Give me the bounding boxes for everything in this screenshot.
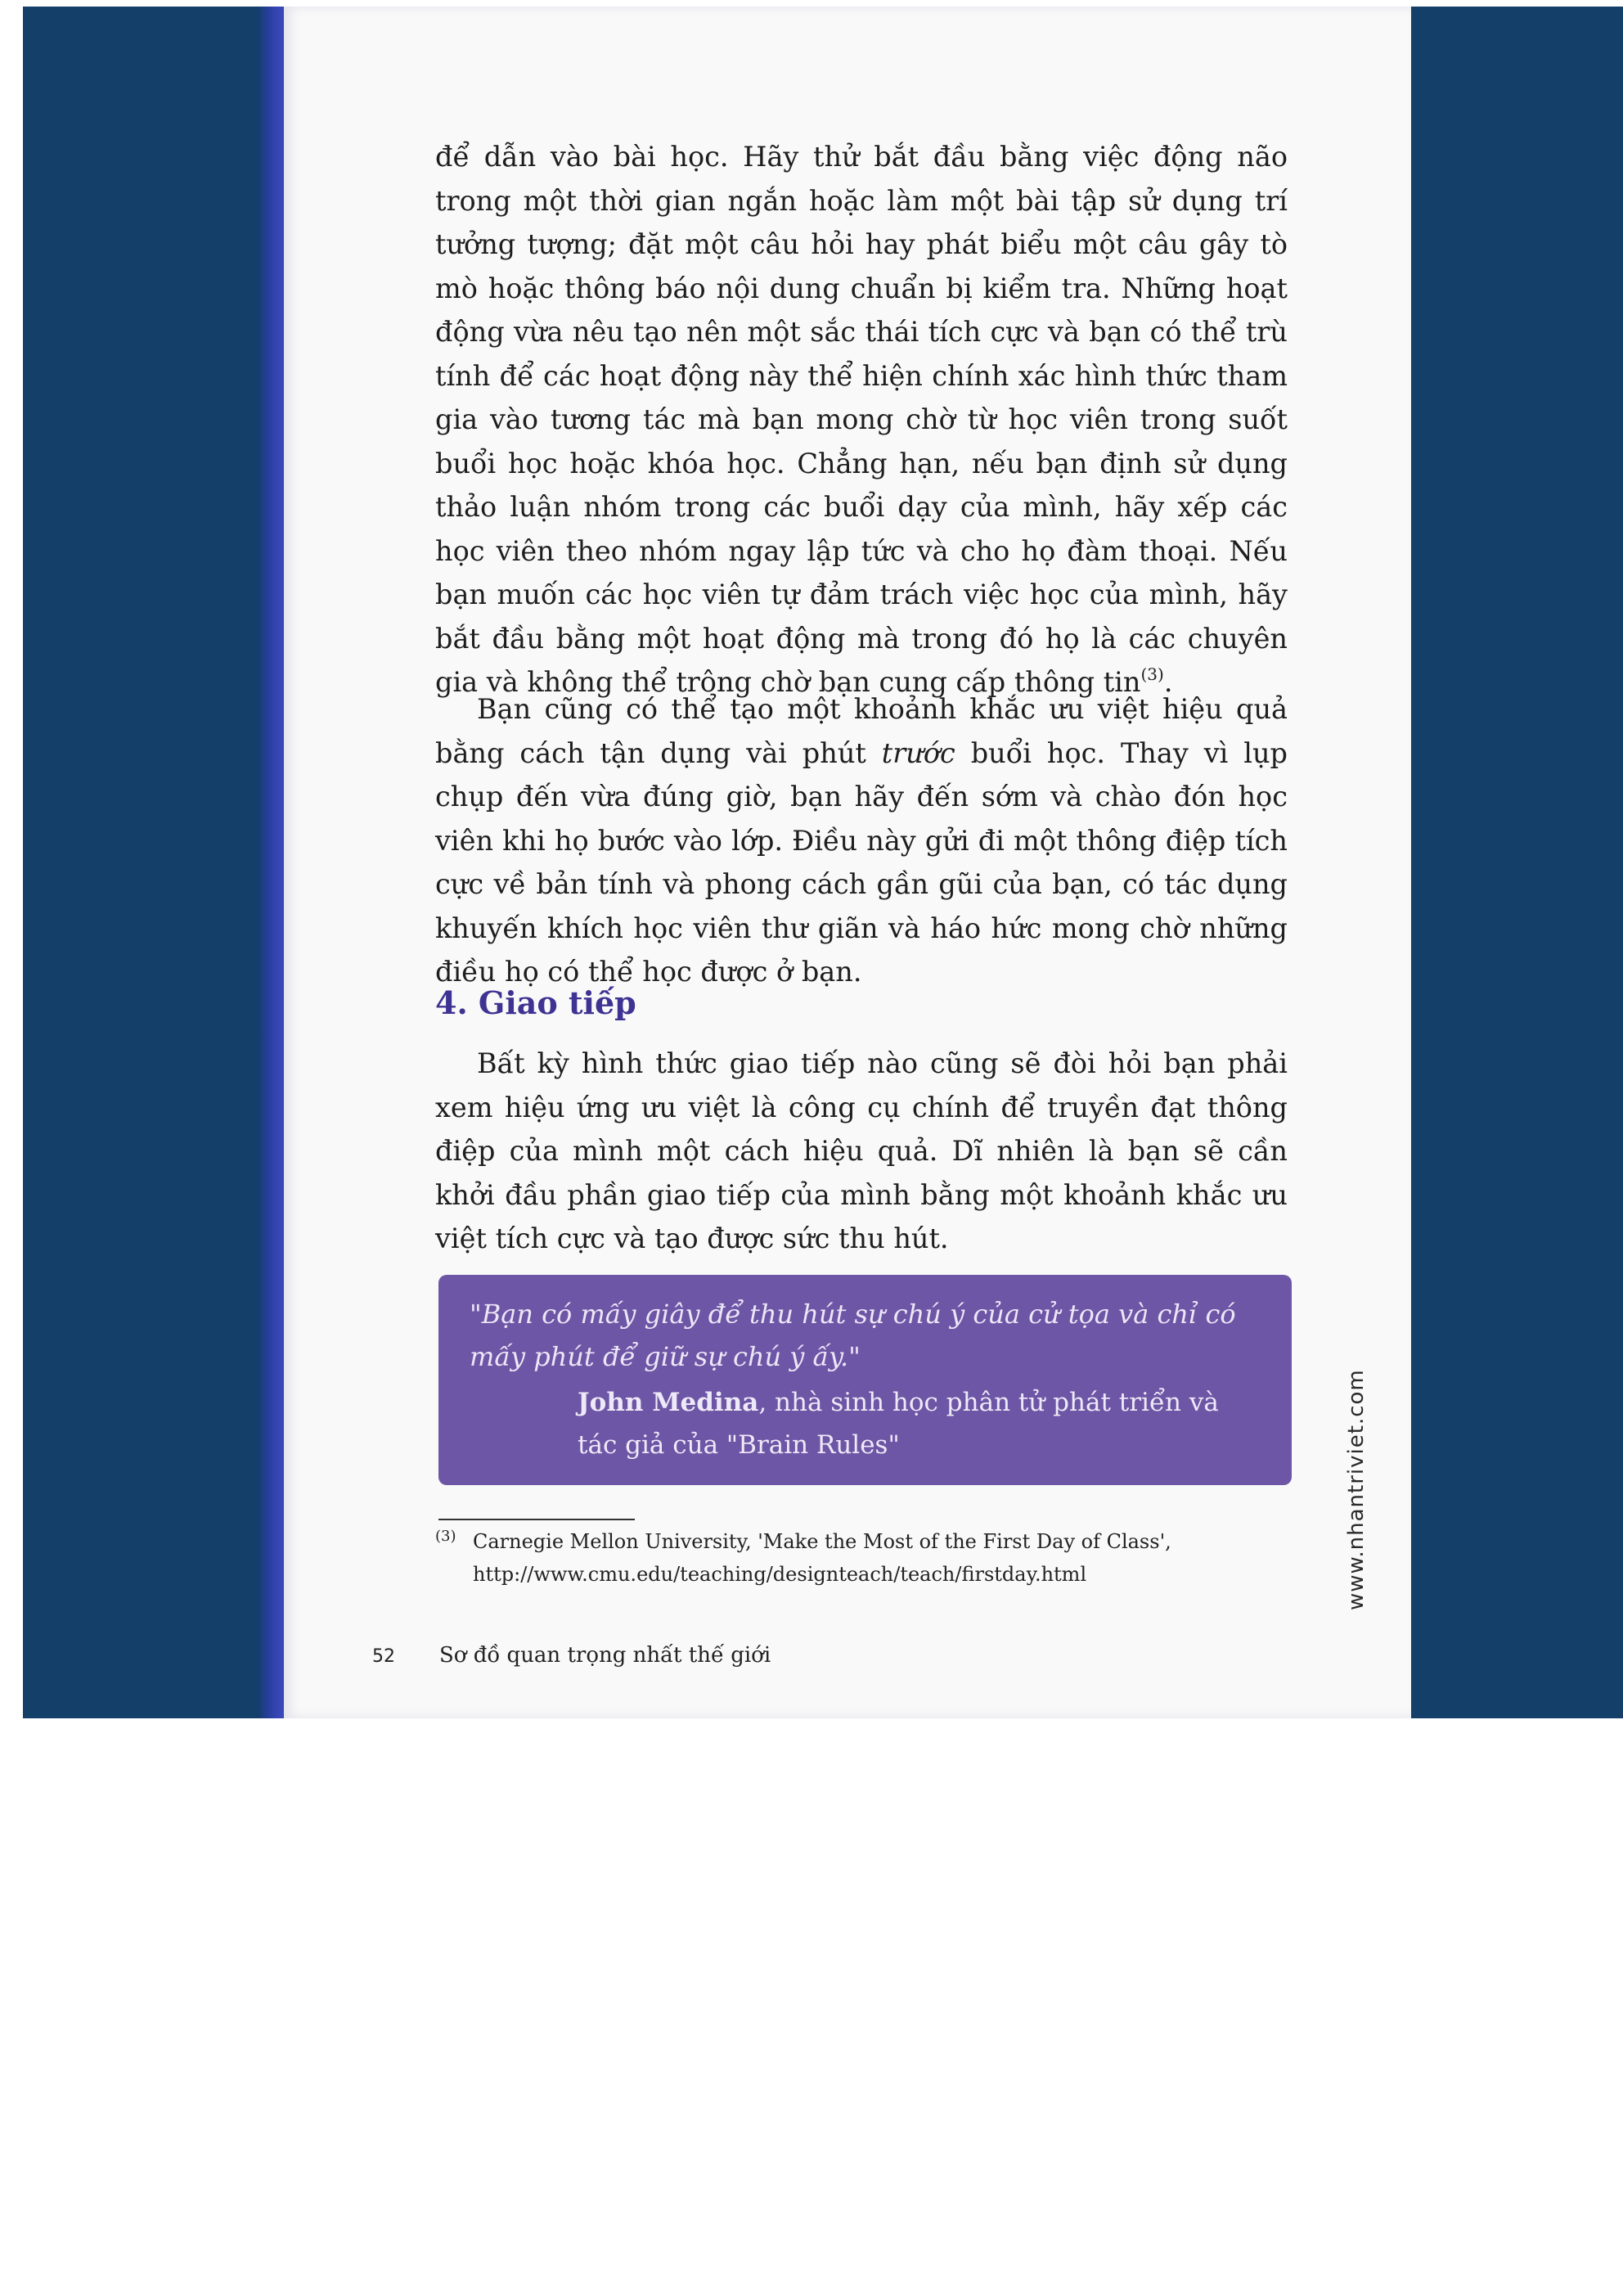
quote-text: "Bạn có mấy giây để thu hút sự chú ý của cử tọa và chỉ có mấy phút để giữ sự chú ý ấy." [470,1299,1236,1372]
section-heading: 4. Giao tiếp [435,984,636,1021]
footnote-reference[interactable]: (3) [1140,664,1164,684]
quote-box [438,1275,1292,1485]
book-page [284,7,1411,1718]
paragraph-2 [435,687,1288,994]
quote-attribution [470,1381,1259,1466]
footnote-url[interactable]: http://www.cmu.edu/teaching/designteach/teach/firstday.html [473,1563,1087,1586]
paragraph-1 [435,135,1288,709]
paragraph-1-text: để dẫn vào bài học. Hãy thử bắt đầu bằng việc động não trong một thời gian ngắn hoặc làm một bài tập sử dụng trí tưởng tượng; đặt một câu hỏi hay phát biểu một câu gây tò mò hoặc thông báo nội dung chuẩn bị kiểm tra. Những hoạt động vừa nêu tạo nên một sắc thái tích cực và bạn có thể trù tính để các hoạt động này thể hiện chính xác hình thức tham gia vào tương tác mà bạn mong chờ từ học viên trong suốt buổi học hoặc khóa học. Chẳng hạn, nếu bạn định sử dụng thảo luận nhóm trong các buổi dạy của mình, hãy xếp các học viên theo nhóm ngay lập tức và cho họ đàm thoại. Nếu bạn muốn các học viên tự đảm trách việc học của mình, hãy bắt đầu bằng một hoạt động mà trong đó họ là các chuyên gia và không thể trông chờ bạn cung cấp thông tin [435,141,1288,698]
footnote-line-1: Carnegie Mellon University, 'Make the Most of the First Day of Class', [473,1530,1171,1553]
scan-background [23,7,1623,1718]
paragraph-2-emphasis: trước [881,736,955,769]
footnote [435,1525,1286,1591]
quote-author-role: , nhà sinh học phân tử phát triển và tác giả của "Brain Rules" [578,1388,1219,1460]
paragraph-2-text-b: buổi học. Thay vì lụp chụp đến vừa đúng giờ, bạn hãy đến sớm và chào đón học viên khi họ bước vào lớp. Điều này gửi đi một thông điệp tích cực về bản tính và phong cách gần gũi của bạn, có tác dụng khuyến khích học viên thư giãn và háo hức mong chờ những điều họ có thể học được ở bạn. [435,736,1288,988]
footnote-mark: (3) [435,1528,456,1545]
paragraph-1-end: . [1163,666,1173,698]
footnote-divider [438,1519,635,1520]
page-number: 52 [372,1646,395,1667]
running-footer-title: Sơ đồ quan trọng nhất thế giới [439,1643,771,1668]
side-website-url[interactable]: www.nhantriviet.com [1344,1369,1369,1610]
paragraph-3: Bất kỳ hình thức giao tiếp nào cũng sẽ đòi hỏi bạn phải xem hiệu ứng ưu việt là công cụ chính để truyền đạt thông điệp của mình một cách hiệu quả. Dĩ nhiên là bạn sẽ cần khởi đầu phần giao tiếp của mình bằng một khoảnh khắc ưu việt tích cực và tạo được sức thu hút. [435,1047,1288,1254]
quote-author: John Medina [578,1388,759,1417]
book-spine-edge [258,7,284,1718]
paragraph-2-text-a: Bạn cũng có thể tạo một khoảnh khắc ưu việt hiệu quả bằng cách tận dụng vài phút [435,693,1288,769]
